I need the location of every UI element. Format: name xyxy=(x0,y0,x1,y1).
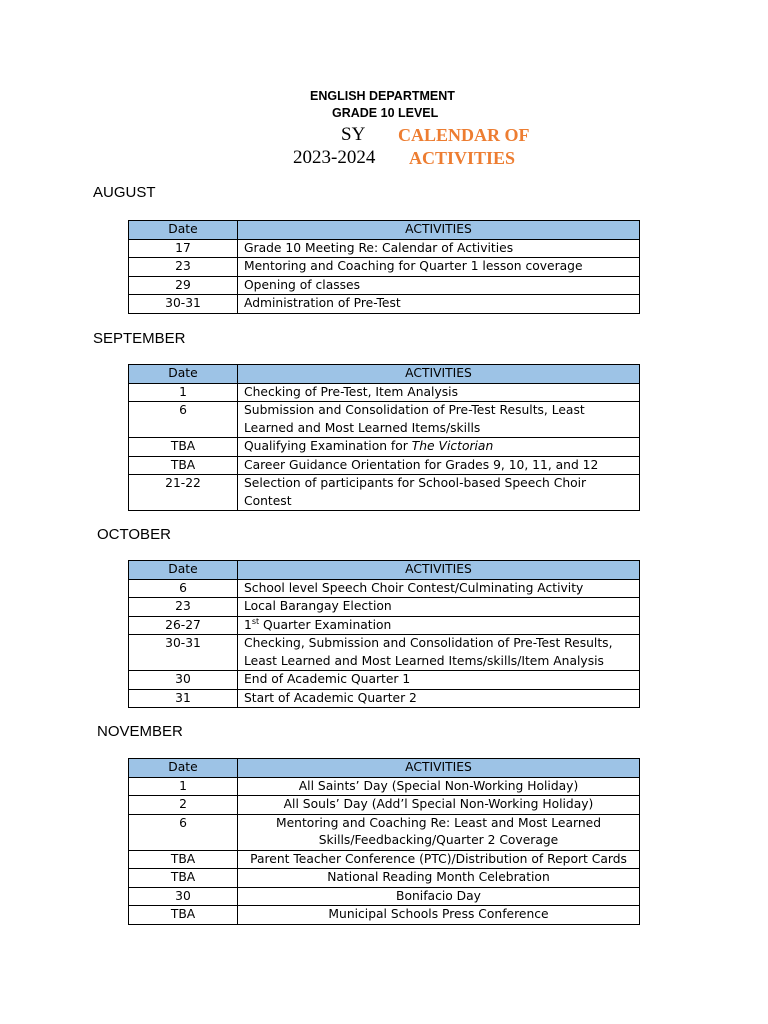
date-cell: 17 xyxy=(129,239,238,258)
month-heading-september: SEPTEMBER xyxy=(93,330,186,347)
date-cell: 1 xyxy=(129,383,238,402)
activities-column-header: ACTIVITIES xyxy=(238,561,640,580)
date-cell: 29 xyxy=(129,276,238,295)
table-header-row xyxy=(129,561,640,580)
school-year: 2023-2024 xyxy=(293,147,376,168)
activity-cell: Administration of Pre-Test xyxy=(238,295,640,314)
table-header-row xyxy=(129,365,640,384)
ordinal-number: 1 xyxy=(244,617,252,632)
activity-text: Quarter Examination xyxy=(259,617,392,632)
activity-cell: Opening of classes xyxy=(238,276,640,295)
september-table xyxy=(128,364,640,511)
table-row xyxy=(129,906,640,925)
date-cell: 6 xyxy=(129,402,238,438)
month-heading-october: OCTOBER xyxy=(97,526,171,543)
date-cell: 6 xyxy=(129,579,238,598)
activity-cell: All Saints’ Day (Special Non-Working Holiday) xyxy=(238,777,640,796)
activities-column-header: ACTIVITIES xyxy=(238,221,640,240)
table-row xyxy=(129,850,640,869)
date-cell: TBA xyxy=(129,438,238,457)
activity-text: Qualifying Examination for xyxy=(244,439,412,453)
august-table xyxy=(128,220,640,314)
table-row xyxy=(129,598,640,617)
table-row xyxy=(129,635,640,671)
sy-label: SY xyxy=(341,124,366,145)
table-row xyxy=(129,579,640,598)
date-cell: 23 xyxy=(129,598,238,617)
activity-cell: Mentoring and Coaching Re: Least and Most Learned Skills/Feedbacking/Quarter 2 Coverage xyxy=(238,814,640,850)
october-table xyxy=(128,560,640,708)
table-row xyxy=(129,671,640,690)
date-cell: 30 xyxy=(129,671,238,690)
activity-cell: Start of Academic Quarter 2 xyxy=(238,689,640,708)
activity-cell: Submission and Consolidation of Pre-Test Results, Least Learned and Most Learned Items/skills xyxy=(238,402,640,438)
activities-column-header: ACTIVITIES xyxy=(238,365,640,384)
activity-cell: Parent Teacher Conference (PTC)/Distribution of Report Cards xyxy=(238,850,640,869)
grade-level-heading: GRADE 10 LEVEL xyxy=(332,106,439,120)
date-cell: 21-22 xyxy=(129,475,238,511)
date-column-header: Date xyxy=(129,561,238,580)
table-row xyxy=(129,796,640,815)
date-cell: TBA xyxy=(129,850,238,869)
date-cell: 26-27 xyxy=(129,616,238,635)
activity-cell: Municipal Schools Press Conference xyxy=(238,906,640,925)
publication-name: The Victorian xyxy=(411,439,494,453)
ordinal-suffix: st xyxy=(251,616,260,626)
activity-cell: Checking of Pre-Test, Item Analysis xyxy=(238,383,640,402)
date-cell: TBA xyxy=(129,906,238,925)
november-table xyxy=(128,758,640,925)
table-row xyxy=(129,689,640,708)
table-row xyxy=(129,814,640,850)
table-row xyxy=(129,887,640,906)
date-cell: 30 xyxy=(129,887,238,906)
activities-column-header: ACTIVITIES xyxy=(238,759,640,778)
table-row xyxy=(129,383,640,402)
activity-cell: Mentoring and Coaching for Quarter 1 lesson coverage xyxy=(238,258,640,277)
table-row xyxy=(129,475,640,511)
date-column-header: Date xyxy=(129,221,238,240)
activity-cell xyxy=(238,616,640,635)
activity-cell: All Souls’ Day (Add’l Special Non-Working Holiday) xyxy=(238,796,640,815)
calendar-title-line1: CALENDAR OF xyxy=(398,125,530,145)
activity-cell: Local Barangay Election xyxy=(238,598,640,617)
date-column-header: Date xyxy=(129,759,238,778)
table-header-row xyxy=(129,221,640,240)
date-cell: 31 xyxy=(129,689,238,708)
activity-cell: National Reading Month Celebration xyxy=(238,869,640,888)
activity-cell: Checking, Submission and Consolidation of Pre-Test Results, Least Learned and Most Learned Items/skills/Item Analysis xyxy=(238,635,640,671)
month-heading-november: NOVEMBER xyxy=(97,723,183,740)
table-header-row xyxy=(129,759,640,778)
date-cell: 30-31 xyxy=(129,635,238,671)
table-row xyxy=(129,239,640,258)
activity-cell: School level Speech Choir Contest/Culminating Activity xyxy=(238,579,640,598)
activity-cell: Career Guidance Orientation for Grades 9, 10, 11, and 12 xyxy=(238,456,640,475)
date-cell: TBA xyxy=(129,456,238,475)
date-cell: 2 xyxy=(129,796,238,815)
table-row xyxy=(129,402,640,438)
activity-cell: End of Academic Quarter 1 xyxy=(238,671,640,690)
table-row xyxy=(129,438,640,457)
table-row xyxy=(129,258,640,277)
date-cell: 23 xyxy=(129,258,238,277)
table-row xyxy=(129,869,640,888)
calendar-title-line2: ACTIVITIES xyxy=(409,148,516,168)
table-row xyxy=(129,295,640,314)
date-cell: 1 xyxy=(129,777,238,796)
table-row xyxy=(129,616,640,635)
date-cell: TBA xyxy=(129,869,238,888)
date-cell: 30-31 xyxy=(129,295,238,314)
table-row xyxy=(129,456,640,475)
date-column-header: Date xyxy=(129,365,238,384)
activity-cell xyxy=(238,438,640,457)
activity-cell: Grade 10 Meeting Re: Calendar of Activities xyxy=(238,239,640,258)
activity-cell: Selection of participants for School-based Speech Choir Contest xyxy=(238,475,640,511)
table-row xyxy=(129,777,640,796)
month-heading-august: AUGUST xyxy=(93,184,156,201)
table-row xyxy=(129,276,640,295)
activity-cell: Bonifacio Day xyxy=(238,887,640,906)
department-heading: ENGLISH DEPARTMENT xyxy=(310,89,455,103)
date-cell: 6 xyxy=(129,814,238,850)
